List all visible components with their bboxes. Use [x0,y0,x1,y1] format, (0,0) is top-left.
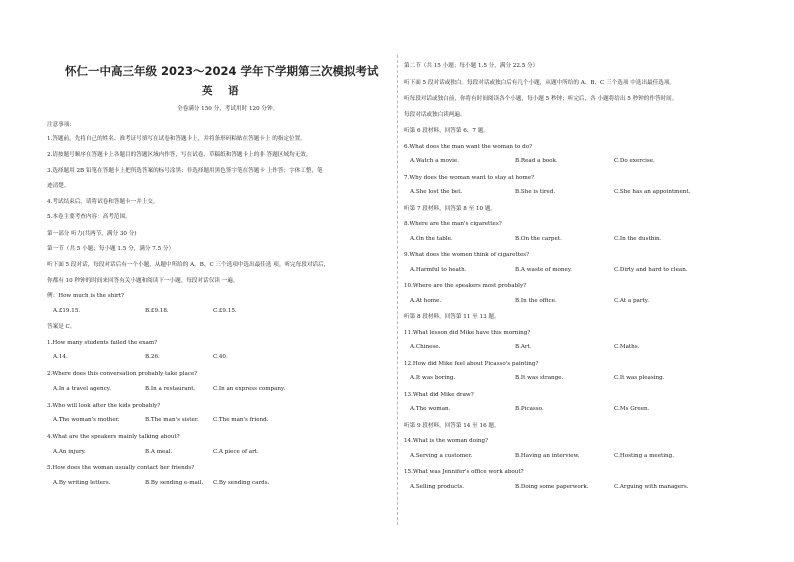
example-question: 例：How much is the shirt? [47,293,124,299]
question-stem: 1.How many students failed the exam? [47,340,158,346]
material-instruction: 听第 6 段材料，回答第 6、7 题。 [404,128,489,134]
question-stem: 9.What does the women think of cigarettes? [404,252,530,258]
question-options [47,386,392,394]
option-b: B.In a restaurant. [145,386,196,392]
option-a: A.At home. [410,297,442,304]
note-3-cont: 迹清楚。 [47,183,70,189]
option-c: C.In an express company. [213,386,286,392]
option-b: B.It was strange. [515,375,564,381]
note-4: 4.考试结束后，请将试卷和答题卡一并上交。 [47,199,159,205]
option-b: B.On the carpet. [515,235,562,242]
option-a: A.She lost the bet. [410,189,463,195]
option-a: A.Watch a movie. [410,158,459,164]
example-option-a: A.£19.15. [53,308,81,314]
section1-heading: 第一节（共 5 小题；每小题 1.5 分，满分 7.5 分） [47,246,175,252]
option-c: C.By sending cards. [213,480,270,486]
question-options [404,298,749,306]
option-a: A.By writing letters. [53,480,111,486]
question-stem: 5.How does the woman usually contact her friends? [47,465,195,471]
option-c: C.40. [213,354,228,360]
question-options [404,236,749,244]
section2-instruction: 听下面 5 段对话或独白。每段对话或独白后有几个小题，从题中所给的 A、B、C 三个选项 中选出最佳选项。 [404,80,676,86]
question-stem: 2.Where does this conversation probably take place? [47,371,198,377]
question-options [404,406,749,414]
question-options [404,267,749,275]
option-c: C.Arguing with managers. [614,483,689,490]
option-a: A.Chinese. [410,344,441,350]
option-b: B.Doing some paperwork. [515,483,589,490]
question-stem: 4.What are the speakers mainly talking about? [47,434,180,440]
question-stem: 10.Where are the speakers most probably? [404,283,527,289]
option-c: C.She has an appointment. [614,189,691,195]
question-options [47,480,392,488]
question-stem: 8.Where are the man's cigarettes? [404,221,502,227]
option-c: C.Maths. [614,344,640,350]
question-options [47,417,392,425]
option-a: A.An injury. [53,449,86,455]
option-c: C.It was pleasing. [614,375,665,381]
option-b: B.The man's sister. [145,417,199,423]
example-option-c: C.£9.15. [213,308,237,314]
question-stem: 6.What does the man want the woman to do? [404,143,533,150]
section2-heading: 第二节（共 15 小题；每小题 1.5 分，满分 22.5 分） [404,63,539,69]
question-stem: 15.What was Jennifer's office work about? [404,469,524,475]
question-stem: 14.What is the woman doing? [404,438,489,444]
section1-instruction: 听下面 5 段对话，每段对话后有一个小题，从题中所给的 A、B、C 三个选项中选出最佳选 项。听完每段对话后， [47,262,330,268]
note-5: 5.本卷主要考查内容：高考范围。 [47,214,131,220]
note-3: 3.选择题用 2B 铅笔在答题卡上把所选答案的标号涂黑；非选择题用黑色签字笔在答题卡 上作答；字体工整，笔 [47,168,323,174]
example-option-b: B.£9.18. [145,308,169,314]
section2-instruction-cont: 听每段对话或独白前，你将有时间阅读各个小题，每小题 5 秒钟；听完后，各 小题将给出 5 秒钟的作答时间。 [404,96,678,102]
option-c: C.A piece of art. [213,449,259,455]
option-a: A.The woman. [410,406,451,412]
option-a: A.Serving a customer. [410,452,473,459]
option-c: C.Do exercise. [614,158,655,164]
part1-heading: 第一部分 听力(共两节，满分 30 分) [47,231,137,237]
option-a: A.14. [53,354,68,360]
option-b: B.Art. [515,344,532,350]
option-a: A.It was boring. [410,375,456,381]
question-options [404,158,749,166]
note-1: 1.答题前，先将自己的姓名、准考证号填写在试卷和答题卡上，并将条形码粘贴在答题卡上 的指定位置。 [47,136,306,142]
option-c: C.Hosting a meeting. [614,452,675,459]
option-b: B.Having an interview. [515,452,580,459]
question-options [404,375,749,383]
example-options [47,308,392,316]
example-answer: 答案是 C。 [47,324,76,330]
option-b: B.By sending e-mail. [145,480,204,486]
option-b: B.A waste of money. [515,266,573,273]
material-instruction: 听第 8 段材料，回答第 11 至 13 题。 [404,314,500,320]
option-c: C.Ms Green. [614,406,650,412]
question-stem: 13.What did Mike draw? [404,391,474,398]
question-options [47,354,392,362]
score-line: 全卷满分 150 分，考试用时 120 分钟。 [177,106,279,112]
option-c: C.In the dustbin. [614,235,662,242]
question-options [404,344,749,352]
question-stem: 7.Why does the woman want to stay at home? [404,174,535,181]
question-options [47,449,392,457]
material-instruction: 听第 9 段材料，回答第 14 至 16 题。 [404,422,500,429]
option-c: C.The man's friend. [213,417,269,423]
option-b: B.Read a book. [515,158,558,164]
question-options [404,453,749,461]
option-a: A.On the table. [410,235,453,242]
question-stem: 12.How did Mike feel about Picasso's painting? [404,360,539,367]
option-a: A.The woman's mother. [53,417,120,423]
column-divider [397,55,398,525]
material-instruction: 听第 7 段材料，回答第 8 至 10 题。 [404,205,497,212]
option-b: B.She is tired. [515,189,556,195]
option-a: A.In a travel agency. [53,386,111,392]
option-a: A.Harmful to heath. [410,266,467,273]
option-b: B.Picasso. [515,406,544,412]
option-a: A.Selling products. [410,483,465,490]
option-b: B.26. [145,354,160,360]
question-options [404,484,749,492]
exam-title: 怀仁一中高三年级 2023～2024 学年下学期第三次模拟考试 [65,64,379,78]
option-c: C.Dirty and hard to clean. [614,266,688,273]
option-c: C.At a party. [614,297,649,304]
question-options [404,189,749,197]
option-b: B.In the office. [515,297,557,304]
section1-instruction-cont: 你都有 10 秒钟的时间来回答有关小题和阅读下一小题。每段对话仅读 一遍。 [47,278,239,284]
notes-heading: 注意事项： [47,122,75,128]
option-b: B.A meal. [145,449,173,455]
exam-subject: 英 语 [202,85,245,97]
section2-instruction-end: 每段对话或独白读两遍。 [404,112,466,118]
question-stem: 11.What lesson did Mike have this morning? [404,329,531,336]
question-stem: 3.Who will look after the kids probably? [47,403,161,409]
note-2: 2.请按题号顺序在答题卡上各题目的答题区域内作答，写在试卷、草稿纸和答题卡上的非 答题区域均无效。 [47,152,312,158]
